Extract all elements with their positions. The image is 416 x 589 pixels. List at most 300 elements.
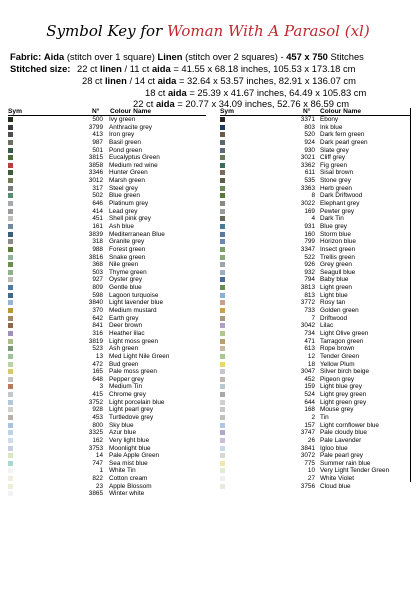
table-row	[8, 147, 208, 155]
table-row	[8, 139, 208, 147]
colour-name: Dark pearl green	[320, 138, 368, 146]
size-count2: 14 ct	[134, 75, 155, 86]
thread-number: 8	[311, 192, 315, 200]
thread-number: 3	[99, 383, 103, 391]
stitch-suffix: Stitches	[330, 51, 364, 62]
colour-name: Tarragon green	[320, 337, 364, 345]
colour-name: Apple Blossom	[109, 482, 152, 490]
symbol-swatch-icon	[8, 193, 13, 198]
thread-number: 3839	[88, 230, 103, 238]
table-row	[220, 177, 408, 185]
thread-number: 10	[307, 467, 315, 475]
thread-number: 7	[311, 314, 315, 322]
thread-number: 162	[92, 436, 103, 444]
thread-number: 472	[92, 360, 103, 368]
table-row	[8, 192, 208, 200]
colour-name: Steel grey	[109, 184, 138, 192]
colour-name: Turtledove grey	[109, 413, 154, 421]
symbol-swatch-icon	[220, 201, 225, 206]
symbol-swatch-icon	[220, 140, 225, 145]
thread-number: 803	[304, 123, 315, 131]
size-dims: = 25.39 x 41.67 inches, 64.49 x 105.83 cm	[189, 87, 367, 98]
symbol-swatch-icon	[220, 163, 225, 168]
colour-name: Insect green	[320, 245, 356, 253]
symbol-swatch-icon	[220, 285, 225, 290]
colour-name: Yellow Plum	[320, 360, 355, 368]
thread-number: 3799	[88, 123, 103, 131]
thread-number: 775	[304, 459, 315, 467]
symbol-swatch-icon	[8, 346, 13, 351]
table-row	[8, 185, 208, 193]
symbol-swatch-icon	[8, 293, 13, 298]
table-row	[220, 422, 408, 430]
table-row	[220, 231, 408, 239]
symbol-swatch-icon	[220, 453, 225, 458]
table-row	[8, 169, 208, 177]
size-dims: = 41.55 x 68.18 inches, 105.53 x 173.18 cm	[173, 63, 356, 74]
colour-name: Light green grey	[320, 398, 367, 406]
symbol-swatch-icon	[8, 331, 13, 336]
thread-number: 316	[92, 329, 103, 337]
thread-number: 3858	[88, 161, 103, 169]
thread-number: 747	[92, 459, 103, 467]
table-row	[220, 116, 408, 124]
colour-name: Moonlight blue	[109, 444, 151, 452]
colour-name: Seagull blue	[320, 268, 356, 276]
table-row	[220, 276, 408, 284]
colour-name: Earth grey	[109, 314, 139, 322]
symbol-swatch-icon	[8, 308, 13, 313]
table-row	[8, 391, 208, 399]
symbol-swatch-icon	[8, 201, 13, 206]
symbol-swatch-icon	[220, 323, 225, 328]
thread-number: 370	[92, 307, 103, 315]
symbol-swatch-icon	[220, 117, 225, 122]
colour-name: Storm blue	[320, 230, 351, 238]
colour-name: Pale pearl grey	[320, 452, 363, 460]
thread-number: 520	[304, 131, 315, 139]
colour-name: Sea mist blue	[109, 459, 148, 467]
thread-number: 413	[92, 131, 103, 139]
table-row	[8, 254, 208, 262]
symbol-swatch-icon	[220, 339, 225, 344]
table-row	[8, 422, 208, 430]
colour-name: Golden green	[320, 307, 359, 315]
colour-name: White Tin	[109, 467, 136, 475]
table-row	[220, 254, 408, 262]
table-row	[220, 399, 408, 407]
colour-name: Hunter Green	[109, 169, 148, 177]
thread-number: 611	[304, 169, 315, 177]
thread-number: 930	[304, 146, 315, 154]
page-title	[0, 22, 416, 40]
colour-name: Herb green	[320, 184, 352, 192]
symbol-swatch-icon	[220, 262, 225, 267]
symbol-swatch-icon	[8, 384, 13, 389]
thread-number: 3346	[88, 169, 103, 177]
thread-number: 794	[304, 276, 315, 284]
thread-number: 18	[307, 360, 315, 368]
colour-name: Shell pink grey	[109, 215, 151, 223]
table-right-border	[410, 108, 411, 482]
size-dims: = 20.77 x 34.09 inches, 52.76 x 86.59 cm	[177, 98, 350, 109]
table-row	[8, 376, 208, 384]
colour-name: Chrome grey	[109, 391, 146, 399]
thread-number: 927	[92, 276, 103, 284]
size-count2: 11 ct	[129, 63, 150, 74]
symbol-swatch-icon	[8, 216, 13, 221]
symbol-swatch-icon	[220, 407, 225, 412]
thread-number: 813	[304, 291, 315, 299]
colour-name: Pond green	[109, 146, 143, 154]
thread-number: 822	[92, 475, 103, 483]
symbol-swatch-icon	[220, 232, 225, 237]
table-row	[8, 231, 208, 239]
thread-number: 415	[92, 391, 103, 399]
header-no-left: N°	[92, 108, 100, 115]
symbol-swatch-icon	[8, 354, 13, 359]
thread-number: 503	[92, 268, 103, 276]
colour-name: Mouse grey	[320, 406, 354, 414]
size-count2: 18 ct	[145, 87, 166, 98]
colour-name: Light blue	[320, 291, 348, 299]
table-row	[220, 284, 408, 292]
symbol-swatch-icon	[220, 446, 225, 451]
thread-number: 644	[304, 398, 315, 406]
symbol-swatch-icon	[220, 331, 225, 336]
table-row	[220, 315, 408, 323]
colour-name: Light lavender blue	[109, 299, 164, 307]
symbol-swatch-icon	[220, 369, 225, 374]
table-row	[220, 376, 408, 384]
colour-name: Pale Lavender	[320, 436, 362, 444]
table-row	[220, 460, 408, 468]
table-row	[8, 200, 208, 208]
thread-number: 159	[304, 383, 315, 391]
table-row	[220, 414, 408, 422]
symbol-swatch-icon	[220, 461, 225, 466]
header-name-left: Colour Name	[110, 108, 152, 115]
size-line-3	[145, 87, 366, 98]
thread-number: 3841	[300, 444, 315, 452]
colour-name: Mediterranean Blue	[109, 230, 165, 238]
colour-name: Very light blue	[109, 436, 150, 444]
symbol-swatch-icon	[220, 216, 225, 221]
fabric-linen-note: (stitch over 2 squares)	[185, 51, 278, 62]
symbol-swatch-icon	[8, 369, 13, 374]
thread-number: 988	[92, 245, 103, 253]
symbol-swatch-icon	[220, 270, 225, 275]
pattern-name: Woman With A Parasol (xl)	[166, 22, 370, 40]
table-row	[220, 147, 408, 155]
symbol-swatch-icon	[8, 430, 13, 435]
colour-name: Anthracite grey	[109, 123, 152, 131]
table-row	[8, 284, 208, 292]
thread-number: 12	[307, 352, 315, 360]
thread-number: 3756	[300, 482, 315, 490]
table-row	[8, 131, 208, 139]
colour-name: Eucalyptus Green	[109, 154, 160, 162]
colour-name: Gentle blue	[109, 284, 142, 292]
table-row	[8, 345, 208, 353]
table-row	[8, 315, 208, 323]
table-row	[220, 429, 408, 437]
table-row	[8, 445, 208, 453]
size-sep: /	[129, 75, 133, 86]
stitched-size-label: Stitched size:	[10, 63, 71, 74]
table-row	[8, 292, 208, 300]
symbol-swatch-icon	[8, 423, 13, 428]
table-row	[220, 467, 408, 475]
thread-number: 535	[304, 177, 315, 185]
symbol-swatch-icon	[220, 239, 225, 244]
thread-number: 931	[304, 222, 315, 230]
table-row	[220, 437, 408, 445]
colour-name: Ink blue	[320, 123, 343, 131]
table-row	[220, 269, 408, 277]
thread-number: 926	[304, 261, 315, 269]
table-row	[8, 368, 208, 376]
table-row	[220, 383, 408, 391]
colour-name: Pepper grey	[109, 375, 144, 383]
table-row	[220, 361, 408, 369]
symbol-table-right	[220, 116, 408, 490]
table-row	[8, 322, 208, 330]
symbol-swatch-icon	[8, 163, 13, 168]
size-dims: = 32.64 x 53.57 inches, 82.91 x 136.07 cm	[178, 75, 356, 86]
thread-number: 3022	[300, 200, 315, 208]
symbol-swatch-icon	[8, 277, 13, 282]
table-row	[8, 353, 208, 361]
size-line-2	[82, 75, 356, 86]
symbol-swatch-icon	[8, 117, 13, 122]
colour-name: Light Olive green	[320, 329, 369, 337]
symbol-swatch-icon	[8, 323, 13, 328]
table-row	[220, 353, 408, 361]
symbol-swatch-icon	[220, 377, 225, 382]
thread-number: 646	[92, 200, 103, 208]
colour-name: Nile green	[109, 261, 139, 269]
colour-name: Marsh green	[109, 177, 145, 185]
thread-number: 3371	[300, 116, 315, 123]
table-row	[8, 460, 208, 468]
table-row	[220, 124, 408, 132]
thread-number: 471	[304, 337, 315, 345]
symbol-swatch-icon	[8, 224, 13, 229]
thread-number: 3047	[300, 368, 315, 376]
symbol-swatch-icon	[8, 132, 13, 137]
symbol-swatch-icon	[8, 209, 13, 214]
thread-number: 169	[304, 207, 315, 215]
colour-name: Pigeon grey	[320, 375, 355, 383]
thread-number: 500	[92, 116, 103, 123]
symbol-swatch-icon	[220, 400, 225, 405]
fabric-linen: Linen	[157, 51, 183, 62]
thread-number: 3840	[88, 299, 103, 307]
thread-number: 2	[311, 413, 315, 421]
colour-name: Rosy tan	[320, 299, 346, 307]
colour-name: Heather lilac	[109, 329, 145, 337]
table-row	[220, 483, 408, 491]
table-row	[220, 139, 408, 147]
symbol-swatch-icon	[8, 186, 13, 191]
table-row	[220, 322, 408, 330]
table-row	[220, 299, 408, 307]
table-row	[220, 345, 408, 353]
table-row	[8, 467, 208, 475]
size-count: 28 ct	[82, 75, 103, 86]
symbol-swatch-icon	[8, 446, 13, 451]
symbol-table-left	[8, 116, 208, 498]
symbol-swatch-icon	[220, 423, 225, 428]
colour-name: Light porcelain blue	[109, 398, 165, 406]
fabric-aida: Aida	[43, 51, 65, 62]
symbol-swatch-icon	[8, 407, 13, 412]
thread-number: 3325	[88, 429, 103, 437]
symbol-swatch-icon	[220, 354, 225, 359]
colour-name: Dark Tin	[320, 215, 344, 223]
table-row	[220, 154, 408, 162]
thread-number: 3815	[88, 154, 103, 162]
thread-number: 522	[304, 253, 315, 261]
colour-name: White Violet	[320, 475, 354, 483]
symbol-swatch-icon	[8, 362, 13, 367]
table-row	[220, 192, 408, 200]
colour-name: Platinum grey	[109, 200, 149, 208]
colour-name: Very Light Tender Green	[320, 467, 390, 475]
table-row	[220, 246, 408, 254]
table-row	[220, 330, 408, 338]
colour-name: Cloud blue	[320, 482, 351, 490]
colour-name: Igloo blue	[320, 444, 348, 452]
colour-name: Light blue grey	[320, 383, 362, 391]
table-row	[220, 368, 408, 376]
table-row	[8, 238, 208, 246]
table-row	[8, 475, 208, 483]
colour-name: Driftwood	[320, 314, 347, 322]
thread-number: 318	[92, 238, 103, 246]
table-row	[8, 208, 208, 216]
colour-name: Ivy green	[109, 116, 136, 123]
symbol-swatch-icon	[8, 415, 13, 420]
symbol-swatch-icon	[220, 148, 225, 153]
table-row	[8, 269, 208, 277]
header-no-right: N°	[303, 108, 311, 115]
thread-number: 501	[92, 146, 103, 154]
table-row	[8, 437, 208, 445]
table-row	[220, 162, 408, 170]
symbol-swatch-icon	[220, 316, 225, 321]
colour-name: Sky blue	[109, 421, 134, 429]
table-row	[8, 154, 208, 162]
table-row	[220, 223, 408, 231]
size-line-1	[10, 63, 356, 74]
colour-name: Snake green	[109, 253, 146, 261]
symbol-swatch-icon	[220, 392, 225, 397]
size-count: 22 ct	[77, 63, 98, 74]
stitch-count: 457 x 750	[286, 51, 328, 62]
symbol-swatch-icon	[220, 224, 225, 229]
thread-number: 317	[92, 184, 103, 192]
table-row	[220, 475, 408, 483]
thread-number: 3772	[300, 299, 315, 307]
symbol-swatch-icon	[8, 247, 13, 252]
thread-number: 3012	[88, 177, 103, 185]
symbol-swatch-icon	[220, 247, 225, 252]
table-row	[8, 429, 208, 437]
thread-number: 799	[304, 238, 315, 246]
table-row	[8, 223, 208, 231]
size-fabric2: aida	[167, 87, 187, 98]
thread-number: 987	[92, 138, 103, 146]
header-sym-left: Sym	[8, 108, 22, 115]
table-row	[8, 177, 208, 185]
colour-name: Light pearl grey	[109, 406, 154, 414]
thread-number: 613	[304, 345, 315, 353]
symbol-swatch-icon	[8, 170, 13, 175]
symbol-swatch-icon	[8, 484, 13, 489]
colour-name: Fig green	[320, 161, 347, 169]
colour-name: Pale Apple Green	[109, 452, 160, 460]
colour-name: Ash green	[109, 345, 139, 353]
colour-name: Granite grey	[109, 238, 145, 246]
symbol-swatch-icon	[220, 186, 225, 191]
table-row	[220, 261, 408, 269]
thread-number: 524	[304, 391, 315, 399]
symbol-swatch-icon	[8, 239, 13, 244]
table-row	[220, 131, 408, 139]
thread-number: 3819	[88, 337, 103, 345]
thread-number: 3347	[300, 245, 315, 253]
thread-number: 3813	[300, 284, 315, 292]
thread-number: 451	[92, 215, 103, 223]
table-row	[8, 299, 208, 307]
size-line-4	[133, 98, 349, 109]
size-count2: 22 ct	[133, 98, 154, 109]
thread-number: 733	[304, 307, 315, 315]
thread-number: 23	[95, 482, 103, 490]
table-row	[8, 338, 208, 346]
colour-name: Sisal brown	[320, 169, 354, 177]
table-row	[8, 406, 208, 414]
symbol-swatch-icon	[8, 438, 13, 443]
table-row	[8, 399, 208, 407]
thread-number: 3747	[300, 429, 315, 437]
colour-name: Baby blue	[320, 276, 349, 284]
thread-number: 523	[92, 345, 103, 353]
table-row	[8, 246, 208, 254]
symbol-swatch-icon	[220, 132, 225, 137]
colour-name: Light cornflower blue	[320, 421, 379, 429]
symbol-swatch-icon	[8, 316, 13, 321]
table-row	[8, 414, 208, 422]
colour-name: Trellis green	[320, 253, 355, 261]
thread-number: 1	[99, 467, 103, 475]
symbol-swatch-icon	[8, 400, 13, 405]
thread-number: 27	[307, 475, 315, 483]
symbol-swatch-icon	[220, 438, 225, 443]
table-row	[8, 483, 208, 491]
colour-name: Stone grey	[320, 177, 351, 185]
table-row	[220, 215, 408, 223]
colour-name: Med Light Nile Green	[109, 352, 170, 360]
colour-name: Blue green	[109, 192, 140, 200]
colour-name: Silver birch beige	[320, 368, 370, 376]
symbol-swatch-icon	[220, 170, 225, 175]
thread-number: 157	[304, 421, 315, 429]
table-row	[8, 490, 208, 498]
colour-name: Elephant grey	[320, 200, 360, 208]
